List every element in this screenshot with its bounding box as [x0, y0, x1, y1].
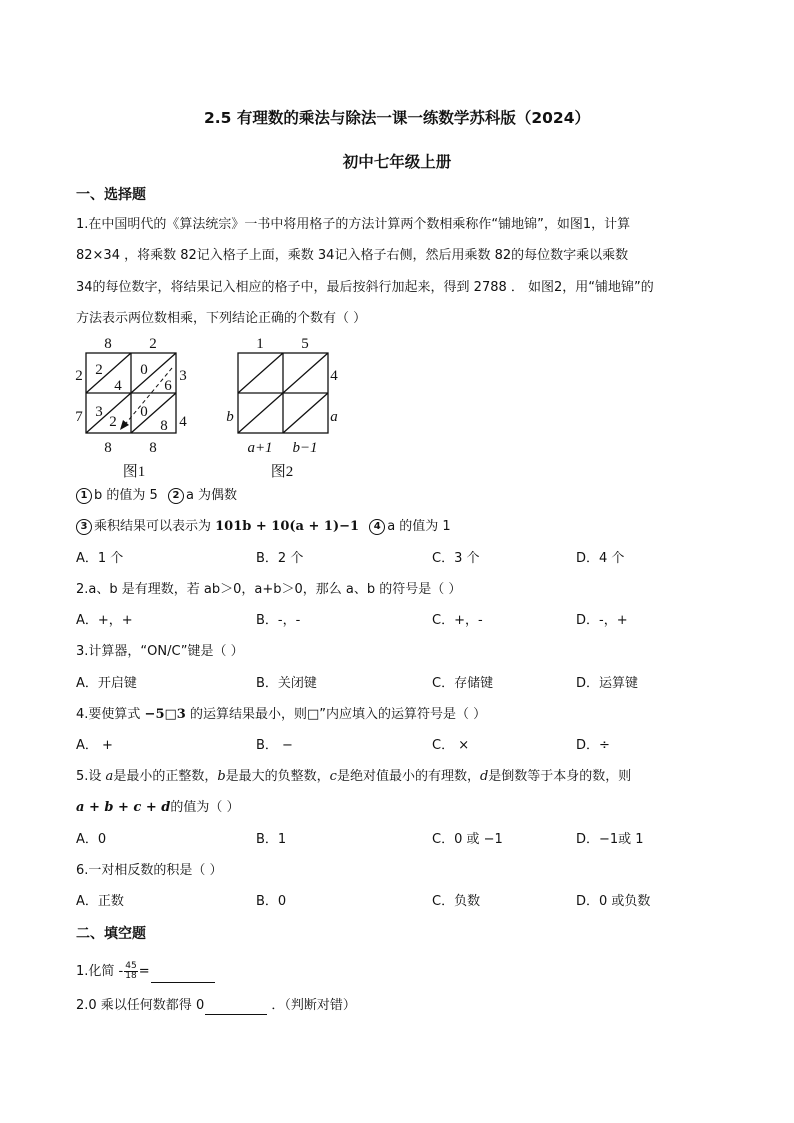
section-fill-title: 二、填空题: [76, 926, 146, 942]
q2-text: 2.a、b 是有理数，若 ab＞0，a+b＞0，那么 a、b 的符号是（ ）: [76, 582, 462, 597]
section-choice-title: 一、选择题: [76, 187, 146, 203]
q5-option-c: C．0 或 −1: [432, 832, 503, 847]
q1-statements-3-4: [76, 518, 451, 536]
fill2-answer-blank[interactable]: [205, 1000, 267, 1015]
q5-text-line2: [76, 799, 240, 817]
q4-text-a: 4.要使算式: [76, 707, 145, 722]
fill1-fraction: [124, 962, 137, 981]
fig2-top-1: 1: [256, 336, 264, 352]
q5-t3: 是最大的负整数，: [225, 769, 330, 784]
q5-expr: a + b + c + d: [76, 800, 171, 815]
fig2-bottom-1: a+1: [247, 440, 273, 456]
q1-option-b: B．2 个: [256, 551, 304, 566]
fig1-bottom-2: 8: [149, 440, 157, 456]
fig1-right-carry: 6: [164, 378, 172, 394]
q3-option-a: A．开启键: [76, 676, 137, 691]
q4-math: −5□3: [144, 707, 186, 722]
fig1-cell-a-upper: 2: [95, 362, 103, 378]
fig1-left-1: 2: [75, 368, 83, 384]
fig1-cell-a-lower: 4: [114, 378, 122, 394]
fig1-cell-c-upper: 3: [95, 404, 103, 420]
q5-var-c: c: [329, 769, 337, 784]
fig1-caption: 图1: [122, 464, 146, 480]
q4-option-d: D．÷: [576, 738, 610, 753]
q1-line3: 34的每位数字，将结果记入相应的格子中，最后按斜行加起来，得到 2788 ． 如图2，用“铺地锦”的: [76, 280, 654, 295]
q3-option-c: C．存储键: [432, 676, 494, 691]
fill1-answer-blank[interactable]: [151, 968, 215, 983]
q5-option-a: A．0: [76, 832, 107, 847]
q5-t5: 是倒数等于本身的数，则: [488, 769, 632, 784]
q4-option-a: A． +: [76, 738, 113, 753]
fig1-cell-d-lower: 8: [160, 418, 168, 434]
fig1-left-2: 7: [75, 409, 83, 425]
fig1-cell-d-upper: 0: [140, 404, 148, 420]
figure-1-lattice: [72, 334, 194, 484]
fig2-top-2: 5: [301, 336, 309, 352]
q2-option-b: B．-，-: [256, 613, 301, 628]
fig2-bottom-2: b−1: [292, 440, 318, 456]
fig1-top-2: 2: [149, 336, 157, 352]
fig1-cell-c-lower: 2: [109, 414, 117, 430]
q1-option-d: D．4 个: [576, 551, 625, 566]
q1-option-a: A．1 个: [76, 551, 124, 566]
q5-var-a: a: [105, 769, 114, 784]
fig1-top-1: 8: [104, 336, 112, 352]
q1-line4: 方法表示两位数相乘，下列结论正确的个数有（ ）: [76, 311, 367, 326]
q5-var-b: b: [217, 769, 226, 784]
q1-stmt1: b 的值为 5: [94, 488, 158, 503]
fig2-right-2: a: [330, 409, 338, 425]
fill2-prefix: 2.0 乘以任何数都得 0: [76, 998, 205, 1013]
fig1-bottom-1: 8: [104, 440, 112, 456]
fig2-left: b: [226, 409, 234, 425]
q3-text: 3.计算器，“ON/C”键是（ ）: [76, 644, 244, 659]
fig1-cell-b-upper: 0: [140, 362, 148, 378]
fig2-caption: 图2: [270, 464, 294, 480]
circled-number-4: 4: [369, 519, 385, 535]
q1-stmt4: a 的值为 1: [387, 519, 451, 534]
q2-option-c: C．+，-: [432, 613, 483, 628]
fill1-numerator: 45: [125, 961, 137, 971]
q4-option-b: B． −: [256, 738, 293, 753]
document-subtitle: 初中七年级上册: [342, 153, 452, 171]
q5-t6: 的值为（ ）: [170, 800, 240, 815]
q5-t4: 是绝对值最小的有理数，: [336, 769, 480, 784]
fill2: [76, 997, 356, 1015]
q5-t1: 5.设: [76, 769, 106, 784]
fill1-prefix: 1.化简 -: [76, 964, 124, 979]
q4-option-c: C． ×: [432, 738, 470, 753]
q3-option-b: B．关闭键: [256, 676, 317, 691]
fill1-denominator: 18: [125, 971, 137, 981]
q6-text: 6.一对相反数的积是（ ）: [76, 863, 223, 878]
q6-option-a: A．正数: [76, 894, 124, 909]
fill1: [76, 961, 215, 983]
figure-2-lattice: [222, 334, 352, 484]
q5-text-line1: [76, 768, 631, 786]
q2-option-a: A．+，+: [76, 613, 133, 628]
q5-option-d: D．−1或 1: [576, 832, 644, 847]
q3-option-d: D．运算键: [576, 676, 639, 691]
q1-stmt3-math: 101b + 10(a + 1)−1: [215, 519, 360, 534]
q4-text-b: 的运算结果最小，则□”内应填入的运算符号是（ ）: [185, 707, 487, 722]
q5-option-b: B．1: [256, 832, 287, 847]
fill2-suffix: ．（判断对错）: [267, 998, 356, 1013]
fig2-right-1: 4: [330, 368, 338, 384]
q5-t2: 是最小的正整数，: [113, 769, 218, 784]
q1-line1: 1.在中国明代的《算法统宗》一书中将用格子的方法计算两个数相乘称作“铺地锦”，如图1，计算: [76, 217, 631, 232]
q1-stmt2: a 为偶数: [185, 488, 238, 503]
q2-option-d: D．-，+: [576, 613, 628, 628]
document-title: 2.5 有理数的乘法与除法一课一练数学苏科版（2024）: [204, 109, 590, 127]
fill1-equals: =: [138, 964, 150, 979]
fig1-right-2: 4: [179, 414, 187, 430]
q6-option-d: D．0 或负数: [576, 894, 651, 909]
q5-var-d: d: [479, 769, 489, 784]
q1-stmt3-text: 乘积结果可以表示为: [94, 519, 216, 534]
q6-option-b: B．0: [256, 894, 287, 909]
fig1-right-1: 3: [179, 368, 187, 384]
circled-number-3: 3: [76, 519, 92, 535]
circled-number-2: 2: [168, 488, 184, 504]
q4-text: [76, 706, 486, 724]
q1-line2: 82×34 ，将乘数 82记入格子上面，乘数 34记入格子右侧，然后用乘数 82的每位数字乘以乘数: [76, 248, 629, 263]
q1-option-c: C．3 个: [432, 551, 480, 566]
q6-option-c: C．负数: [432, 894, 481, 909]
q1-statements-1-2: [76, 487, 237, 505]
circled-number-1: 1: [76, 488, 92, 504]
